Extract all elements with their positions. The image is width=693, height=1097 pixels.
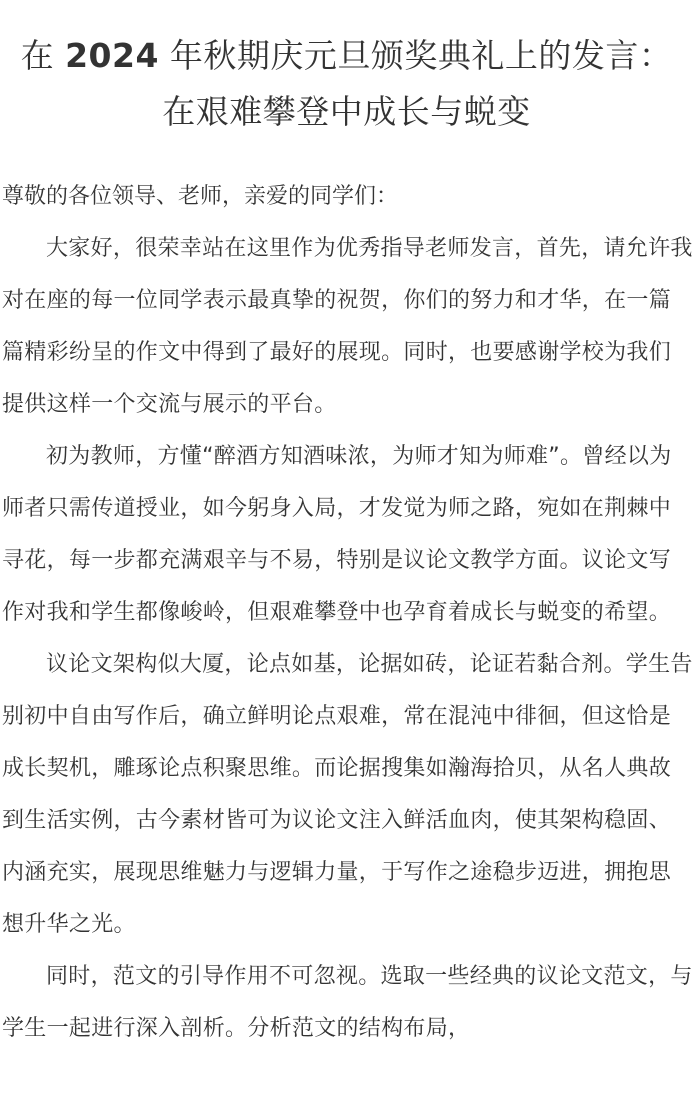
paragraph-teaching-experience: 初为教师，方懂“醉酒方知酒味浓，为师才知为师难”。曾经以为师者只需传道授业，如今躬身入局，才发觉为师之路，宛如在荆棘中寻花，每一步都充满艰辛与不易，特别是议论文教学方面。议论文写作对我和学生都像峻岭，但艰难攀登中也孕育着成长与蜕变的希望。: [2, 444, 672, 625]
title-suffix: 年秋期庆元旦颁奖典礼上的发言：: [158, 36, 673, 75]
salutation: 尊敬的各位领导、老师，亲爱的同学们：: [2, 184, 399, 209]
title-prefix: 在: [20, 36, 66, 75]
paragraph-argument-structure: 议论文架构似大厦，论点如基，论据如砖，论证若黏合剂。学生告别初中自由写作后，确立鲜明论点艰难，常在混沌中徘徊，但这恰是成长契机，雕琢论点积聚思维。而论据搜集如瀚海拾贝，从名人典故到生活实例，古今素材皆可为议论文注入鲜活血肉，使其架构稳固、内涵充实，展现思维魅力与逻辑力量，于写作之途稳步迈进，拥抱思想升华之光。: [2, 652, 693, 937]
article-title: [0, 0, 693, 140]
title-year: 2024: [65, 36, 159, 75]
paragraph-model-essays: 同时，范文的引导作用不可忽视。选取一些经典的议论文范文，与学生一起进行深入剖析。分析范文的结构布局，: [2, 964, 693, 1041]
paragraph-greeting: 大家好，很荣幸站在这里作为优秀指导老师发言，首先，请允许我对在座的每一位同学表示最真挚的祝贺，你们的努力和才华，在一篇篇精彩纷呈的作文中得到了最好的展现。同时，也要感谢学校为我们提供这样一个交流与展示的平台。: [2, 236, 693, 417]
title-line-2: 在艰难攀登中成长与蜕变: [162, 92, 531, 131]
